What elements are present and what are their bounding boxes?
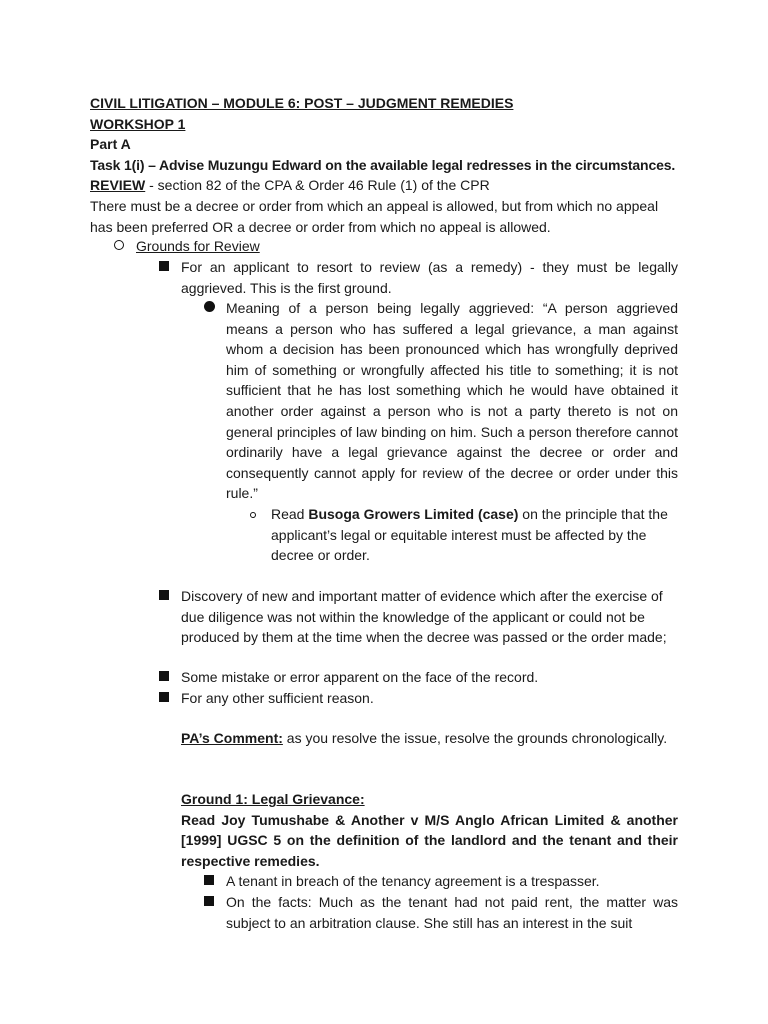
- document-title: CIVIL LITIGATION – MODULE 6: POST – JUDGMENT REMEDIES: [90, 95, 514, 111]
- ground-item-new-evidence: Discovery of new and important matter of evidence which after the exercise of due diligence was not within the knowledge of the applicant or could not be produced by them at the time when the decree was passed or the order made;: [181, 588, 667, 646]
- ground-item-other-reason: For any other sufficient reason.: [181, 690, 374, 706]
- small-circle-bullet-icon: [250, 504, 256, 525]
- ground1-section: [181, 789, 678, 871]
- busoga-case: Busoga Growers Limited (case): [308, 506, 519, 522]
- ground1-point-facts: On the facts: Much as the tenant had not paid rent, the matter was subject to an arbitration clause. She still has an interest in the suit: [226, 894, 678, 931]
- hollow-circle-bullet-icon: [114, 236, 124, 257]
- ground1-case: Read Joy Tumushabe & Another v M/S Anglo African Limited & another [1999] UGSC 5 on the definition of the landlord and the tenant and their respective remedies.: [181, 811, 678, 869]
- task-title: Task 1(i) – Advise Muzungu Edward on the available legal redresses in the circumstances.: [90, 156, 676, 173]
- review-intro: There must be a decree or order from which an appeal is allowed, but from which no appeal has been preferred OR a decree or order from which no appeal is allowed.: [90, 197, 659, 235]
- document-header: [90, 93, 678, 237]
- read-busoga-paragraph: Read Busoga Growers Limited (case) on the principle that the applicant’s legal or equitable interest must be affected by the decree or order.: [271, 506, 668, 564]
- pa-comment-label: PA’s Comment:: [181, 730, 283, 746]
- review-line: [90, 175, 678, 196]
- meaning-paragraph: Meaning of a person being legally aggrieved: “A person aggrieved means a person who has suffered a legal grievance, a man against whom a decision has been pronounced which has wrongfully deprived him of something or wrongfully affected his title to something; it is not sufficient that he has lost something which he would have obtained it another order against a person who is not a party thereto is not on general principles of law binding on him. Such a person therefore cannot ordinarily have a legal grievance against the decree or order and consequently cannot apply for review of the decree or order under this rule.”: [226, 300, 678, 502]
- square-bullet-icon: [159, 688, 169, 709]
- square-bullet-icon: [159, 586, 169, 607]
- review-text: - section 82 of the CPA & Order 46 Rule (1) of the CPR: [145, 177, 490, 194]
- ground1-heading: Ground 1: Legal Grievance:: [181, 791, 365, 807]
- square-bullet-icon: [204, 871, 214, 892]
- part-title: Part A: [90, 136, 131, 153]
- review-label: REVIEW: [90, 177, 146, 194]
- ground1-point-trespasser: A tenant in breach of the tenancy agreement is a trespasser.: [226, 873, 600, 889]
- pa-comment: PA’s Comment: as you resolve the issue, resolve the grounds chronologically.: [181, 730, 668, 746]
- workshop-title: WORKSHOP 1: [90, 115, 186, 132]
- square-bullet-icon: [159, 257, 169, 278]
- ground-item-legally-aggrieved: For an applicant to resort to review (as a remedy) - they must be legally aggrieved. This is the first ground.: [181, 259, 678, 296]
- square-bullet-icon: [159, 667, 169, 688]
- filled-circle-bullet-icon: [204, 298, 215, 319]
- grounds-heading: Grounds for Review: [136, 238, 260, 254]
- square-bullet-icon: [204, 892, 214, 913]
- ground-item-mistake: Some mistake or error apparent on the face of the record.: [181, 669, 539, 685]
